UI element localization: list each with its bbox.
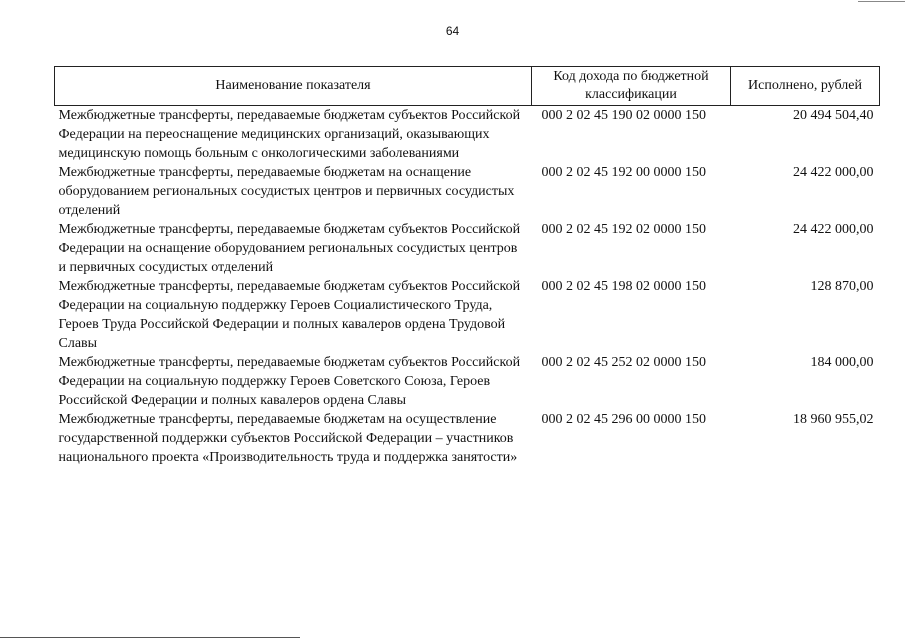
row-executed-amount: 128 870,00 <box>810 279 874 294</box>
page-number: 64 <box>445 24 460 38</box>
row-executed-amount: 24 422 000,00 <box>793 222 874 237</box>
scan-edge-line-top <box>858 1 905 2</box>
scan-edge-line-bottom <box>0 637 300 638</box>
table-row <box>55 353 880 410</box>
row-indicator-name: Межбюджетные трансферты, передаваемые бюджетам субъектов Российской Федерации на социальную поддержку Героев Советского Союза, Героев Российской Федерации и полных кавалеров ордена Славы <box>58 355 521 408</box>
header-indicator-name: Наименование показателя <box>55 67 532 106</box>
row-executed-amount: 24 422 000,00 <box>793 165 874 180</box>
budget-revenue-table <box>54 66 880 467</box>
row-indicator-name: Межбюджетные трансферты, передаваемые бюджетам на осуществление государственной поддержки субъектов Российской Федерации – участников национального проекта «Производительность труда и поддержка занятости» <box>58 412 518 465</box>
row-indicator-name: Межбюджетные трансферты, передаваемые бюджетам субъектов Российской Федерации на переоснащение медицинских организаций, оказывающих медицинскую помощь больным с онкологическими заболеваниями <box>55 106 532 164</box>
header-income-code: Код дохода по бюджетной классификации <box>532 67 731 106</box>
table-row <box>55 277 880 353</box>
table-header-row <box>55 67 880 106</box>
row-executed-amount: 20 494 504,40 <box>731 106 880 164</box>
table-row <box>55 106 880 164</box>
row-indicator-name: Межбюджетные трансферты, передаваемые бюджетам субъектов Российской Федерации на оснащение оборудованием региональных сосудистых центров и первичных сосудистых отделений <box>58 222 521 275</box>
row-executed-amount: 184 000,00 <box>810 355 874 370</box>
table-row <box>55 410 880 467</box>
row-income-code: 000 2 02 45 252 02 0000 150 <box>541 355 706 370</box>
table-row <box>55 163 880 220</box>
row-income-code: 000 2 02 45 190 02 0000 150 <box>532 106 731 164</box>
row-indicator-name: Межбюджетные трансферты, передаваемые бюджетам субъектов Российской Федерации на социальную поддержку Героев Социалистического Труда, Героев Труда Российской Федерации и полных кавалеров ордена Трудовой Славы <box>58 279 521 351</box>
row-executed-amount: 18 960 955,02 <box>793 412 874 427</box>
row-income-code: 000 2 02 45 296 00 0000 150 <box>541 412 706 427</box>
table-row <box>55 220 880 277</box>
row-income-code: 000 2 02 45 198 02 0000 150 <box>541 279 706 294</box>
row-income-code: 000 2 02 45 192 02 0000 150 <box>541 222 706 237</box>
header-executed-amount: Исполнено, рублей <box>731 67 880 106</box>
row-indicator-name: Межбюджетные трансферты, передаваемые бюджетам на оснащение оборудованием региональных сосудистых центров и первичных сосудистых отделений <box>58 165 515 218</box>
row-income-code: 000 2 02 45 192 00 0000 150 <box>541 165 706 180</box>
